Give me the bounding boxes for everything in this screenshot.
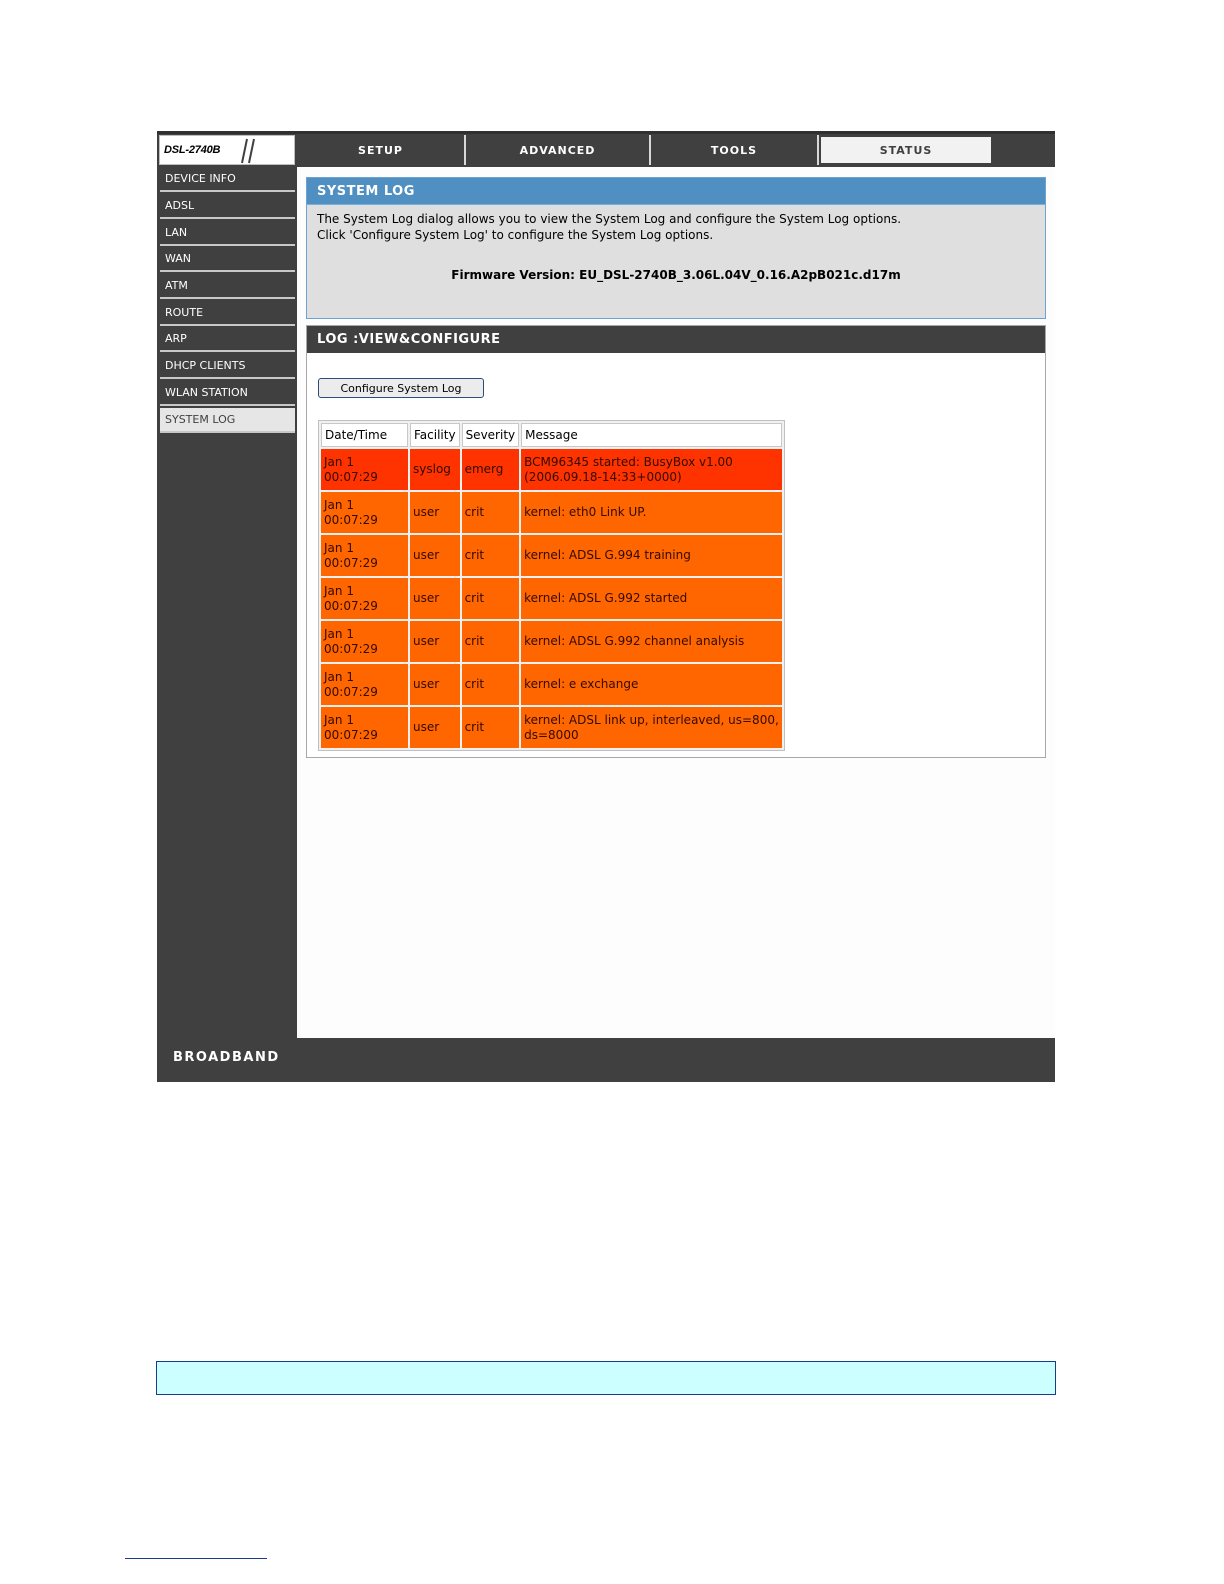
table-row (321, 707, 782, 748)
sidebar-item-route[interactable] (160, 301, 295, 326)
cell-facility: syslog (410, 449, 460, 490)
cell-date: Jan 1 (324, 454, 354, 469)
cell-time: 00:07:29 (324, 598, 378, 613)
col-datetime: Date/Time (321, 423, 408, 447)
caption-box (156, 1361, 1056, 1395)
cell-severity: crit (462, 707, 520, 748)
tab-tools[interactable] (651, 135, 819, 165)
log-view-title: LOG :VIEW&CONFIGURE (307, 326, 1045, 353)
table-row (321, 535, 782, 576)
router-web-ui-screenshot (157, 131, 1055, 1082)
tab-status[interactable] (819, 135, 993, 165)
dlink-logo (159, 135, 295, 165)
sidebar-item-wan[interactable] (160, 247, 295, 272)
cell-facility: user (410, 535, 460, 576)
top-nav (297, 134, 1055, 166)
col-message: Message (521, 423, 782, 447)
table-row (321, 664, 782, 705)
cell-message-line-1: kernel: ADSL G.992 channel analysis (524, 634, 745, 648)
sidebar-item-device-info[interactable] (160, 167, 295, 192)
cell-date: Jan 1 (324, 583, 354, 598)
sidebar-item-wlan-station[interactable] (160, 381, 295, 406)
log-table-header (321, 423, 782, 447)
sidebar-item-atm[interactable] (160, 274, 295, 299)
system-log-panel (306, 177, 1046, 319)
cell-datetime (321, 535, 408, 576)
system-log-title: SYSTEM LOG (307, 178, 1045, 205)
cell-date: Jan 1 (324, 626, 354, 641)
cell-message (521, 492, 782, 533)
cell-message (521, 578, 782, 619)
sidebar-item-label: ADSL (165, 199, 195, 212)
tab-tools-label: TOOLS (710, 143, 758, 157)
cell-datetime (321, 621, 408, 662)
sidebar-item-label: ROUTE (165, 306, 204, 319)
footer-broadband-label: BROADBAND (173, 1050, 280, 1065)
cell-facility: user (410, 492, 460, 533)
sidebar-item-label: ATM (165, 279, 188, 292)
sidebar-item-label: DHCP CLIENTS (165, 359, 246, 372)
cell-date: Jan 1 (324, 712, 354, 727)
cell-date: Jan 1 (324, 497, 354, 512)
cell-severity: crit (462, 621, 520, 662)
tab-advanced[interactable] (466, 135, 651, 165)
cell-message-line-1: kernel: ADSL G.992 started (524, 591, 688, 605)
sidebar-item-dhcp-clients[interactable] (160, 354, 295, 379)
cell-severity: crit (462, 578, 520, 619)
sidebar-item-label: WAN (165, 252, 192, 265)
cell-time: 00:07:29 (324, 684, 378, 699)
sidebar-item-adsl[interactable] (160, 194, 295, 219)
sidebar-item-arp[interactable] (160, 327, 295, 352)
cell-severity: crit (462, 664, 520, 705)
cell-message-line-1: kernel: e exchange (524, 677, 639, 691)
main-content (297, 167, 1055, 1038)
cell-severity: crit (462, 535, 520, 576)
log-table (318, 420, 785, 751)
table-row (321, 578, 782, 619)
cell-time: 00:07:29 (324, 469, 378, 484)
cell-date: Jan 1 (324, 669, 354, 684)
cell-time: 00:07:29 (324, 555, 378, 570)
footer-bar (157, 1038, 1055, 1082)
sidebar (157, 167, 297, 1038)
tab-setup-label: SETUP (358, 143, 403, 157)
sidebar-item-label: LAN (165, 226, 188, 239)
sidebar-item-system-log[interactable] (160, 408, 295, 433)
cell-message (521, 449, 782, 490)
cell-message-line-1: kernel: ADSL link up, interleaved, us=800, (524, 712, 779, 727)
description-line-1: The System Log dialog allows you to view the System Log and configure the System Log options. (317, 212, 902, 226)
cell-message (521, 621, 782, 662)
firmware-version: Firmware Version: EU_DSL-2740B_3.06L.04V_0.16.A2pB021c.d17m (451, 268, 901, 282)
cell-time: 00:07:29 (324, 512, 378, 527)
sidebar-item-label: SYSTEM LOG (165, 413, 236, 426)
cell-severity: emerg (462, 449, 520, 490)
logo-slashes-icon (234, 138, 258, 164)
cell-message-line-1: kernel: ADSL G.994 training (524, 548, 691, 562)
table-row (321, 449, 782, 490)
description-line-2: Click 'Configure System Log' to configure the System Log options. (317, 228, 714, 242)
cell-datetime (321, 449, 408, 490)
cell-message-line-1: BCM96345 started: BusyBox v1.00 (524, 454, 733, 469)
logo-text: DSL-2740B (164, 144, 221, 156)
table-row (321, 621, 782, 662)
cell-message-line-2: (2006.09.18-14:33+0000) (524, 469, 682, 484)
cell-message (521, 707, 782, 748)
system-log-description (307, 205, 1045, 283)
cell-datetime (321, 492, 408, 533)
cell-message (521, 664, 782, 705)
sidebar-item-label: WLAN STATION (165, 386, 248, 399)
sidebar-item-lan[interactable] (160, 221, 295, 246)
col-facility: Facility (410, 423, 460, 447)
cell-facility: user (410, 578, 460, 619)
tab-advanced-label: ADVANCED (519, 143, 596, 157)
cell-time: 00:07:29 (324, 727, 378, 742)
tab-status-label: STATUS (879, 143, 933, 157)
sidebar-item-label: DEVICE INFO (165, 172, 236, 185)
cell-severity: crit (462, 492, 520, 533)
cell-facility: user (410, 621, 460, 662)
cell-message-line-2: ds=8000 (524, 727, 579, 742)
col-severity: Severity (462, 423, 520, 447)
cell-facility: user (410, 707, 460, 748)
tab-setup[interactable] (297, 135, 466, 165)
cell-datetime (321, 707, 408, 748)
cell-date: Jan 1 (324, 540, 354, 555)
footnote-rule (125, 1558, 267, 1559)
cell-time: 00:07:29 (324, 641, 378, 656)
cell-datetime (321, 664, 408, 705)
log-view-panel (306, 325, 1046, 758)
configure-system-log-button[interactable]: Configure System Log (318, 378, 484, 398)
cell-facility: user (410, 664, 460, 705)
cell-message-line-1: kernel: eth0 Link UP. (524, 505, 647, 519)
table-row (321, 492, 782, 533)
sidebar-item-label: ARP (165, 332, 187, 345)
cell-datetime (321, 578, 408, 619)
cell-message (521, 535, 782, 576)
